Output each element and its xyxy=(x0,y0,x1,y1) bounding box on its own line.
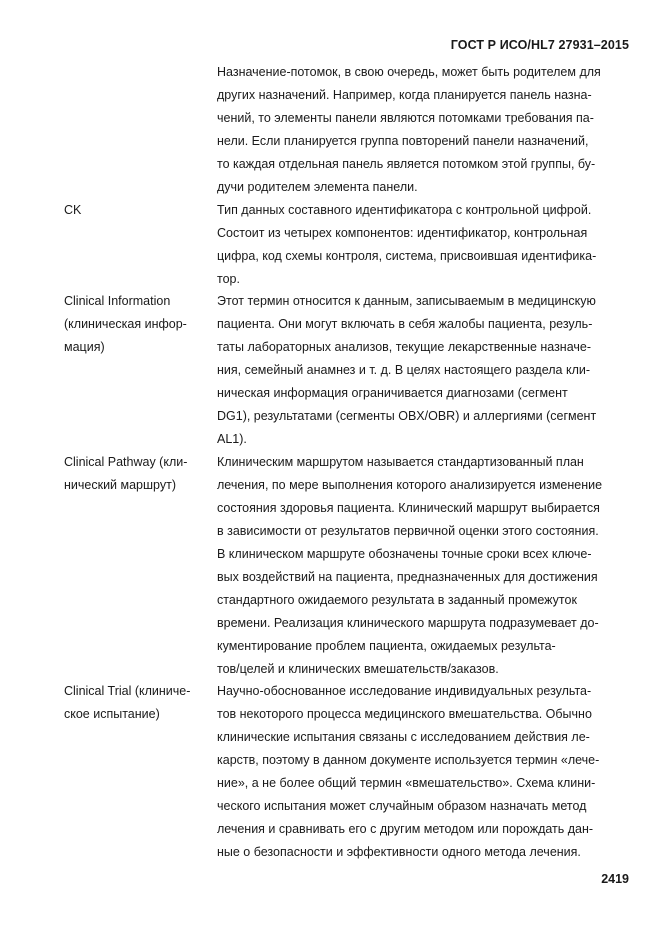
standard-header: ГОСТ Р ИСО/HL7 27931–2015 xyxy=(450,38,629,52)
term xyxy=(64,680,209,726)
text-line: кументирование проблем пациента, ожидаемых результа- xyxy=(217,639,556,653)
text-line: цифра, код схемы контроля, система, присвоившая идентифика- xyxy=(217,249,597,263)
text-line: Тип данных составного идентификатора с контрольной цифрой. xyxy=(217,203,592,217)
term xyxy=(64,290,209,359)
text-line: карств, поэтому в данном документе используется термин «лече- xyxy=(217,753,600,767)
term-line: Clinical Pathway (кли- xyxy=(64,455,188,469)
term-line: Clinical Information xyxy=(64,294,171,308)
text-line: состояния здоровья пациента. Клинический маршрут выбирается xyxy=(217,501,600,515)
term-line: нический маршрут) xyxy=(64,478,176,492)
text-line: тов некоторого процесса медицинского вмешательства. Обычно xyxy=(217,707,592,721)
term xyxy=(64,199,209,222)
term-line: мация) xyxy=(64,340,105,354)
text-line: в зависимости от результатов первичной оценки этого состояния. xyxy=(217,524,599,538)
text-line: лечения и сравнивать его с другим методом или порождать дан- xyxy=(217,822,594,836)
text-line: Состоит из четырех компонентов: идентификатор, контрольная xyxy=(217,226,588,240)
text-line: пациента. Они могут включать в себя жалобы пациента, резуль- xyxy=(217,317,593,331)
text-line: нели. Если планируется группа повторений панели назначений, xyxy=(217,134,589,148)
definition-text xyxy=(217,199,627,291)
text-line: В клиническом маршруте обозначены точные сроки всех ключе- xyxy=(217,547,592,561)
text-line: клинические испытания связаны с исследованием действия ле- xyxy=(217,730,590,744)
text-line: чений, то элементы панели являются потомками требования па- xyxy=(217,111,594,125)
text-line: ческого испытания может случайным образом назначать метод xyxy=(217,799,587,813)
text-line: вых воздействий на пациента, предназначенных для достижения xyxy=(217,570,598,584)
text-line: времени. Реализация клинического маршрута подразумевает до- xyxy=(217,616,599,630)
text-line: других назначений. Например, когда планируется панель назна- xyxy=(217,88,592,102)
term-line: CK xyxy=(64,203,82,217)
text-line: DG1), результатами (сегменты OBX/OBR) и аллергиями (сегмент xyxy=(217,409,597,423)
text-line: стандартного ожидаемого результата в заданный промежуток xyxy=(217,593,577,607)
definition-text xyxy=(217,451,627,681)
text-line: Назначение-потомок, в свою очередь, может быть родителем для xyxy=(217,65,601,79)
text-line: то каждая отдельная панель является потомком этой группы, бу- xyxy=(217,157,596,171)
text-line: Клиническим маршрутом называется стандартизованный план xyxy=(217,455,584,469)
page-number: 2419 xyxy=(601,872,629,886)
text-line: ние», а не более общий термин «вмешательство». Схема клини- xyxy=(217,776,596,790)
term-line: (клиническая инфор- xyxy=(64,317,187,331)
term-line: Clinical Trial (клиниче- xyxy=(64,684,191,698)
text-line: ническая информация ограничивается диагнозами (сегмент xyxy=(217,386,568,400)
text-line: ные о безопасности и эффективности одного метода лечения. xyxy=(217,845,581,859)
definition-text xyxy=(217,290,627,451)
term-line: ское испытание) xyxy=(64,707,160,721)
definition-text xyxy=(217,61,627,199)
text-line: ния, семейный анамнез и т. д. В целях настоящего раздела кли- xyxy=(217,363,591,377)
term xyxy=(64,451,209,497)
definition-text xyxy=(217,680,627,864)
text-line: тор. xyxy=(217,272,240,286)
text-line: дучи родителем элемента панели. xyxy=(217,180,418,194)
text-line: Научно-обоснованное исследование индивидуальных результа- xyxy=(217,684,592,698)
text-line: Этот термин относится к данным, записываемым в медицинскую xyxy=(217,294,596,308)
text-line: тов/целей и клинических вмешательств/заказов. xyxy=(217,662,499,676)
text-line: лечения, по мере выполнения которого анализируется изменение xyxy=(217,478,603,492)
text-line: AL1). xyxy=(217,432,247,446)
text-line: таты лабораторных анализов, текущие лекарственные назначе- xyxy=(217,340,592,354)
